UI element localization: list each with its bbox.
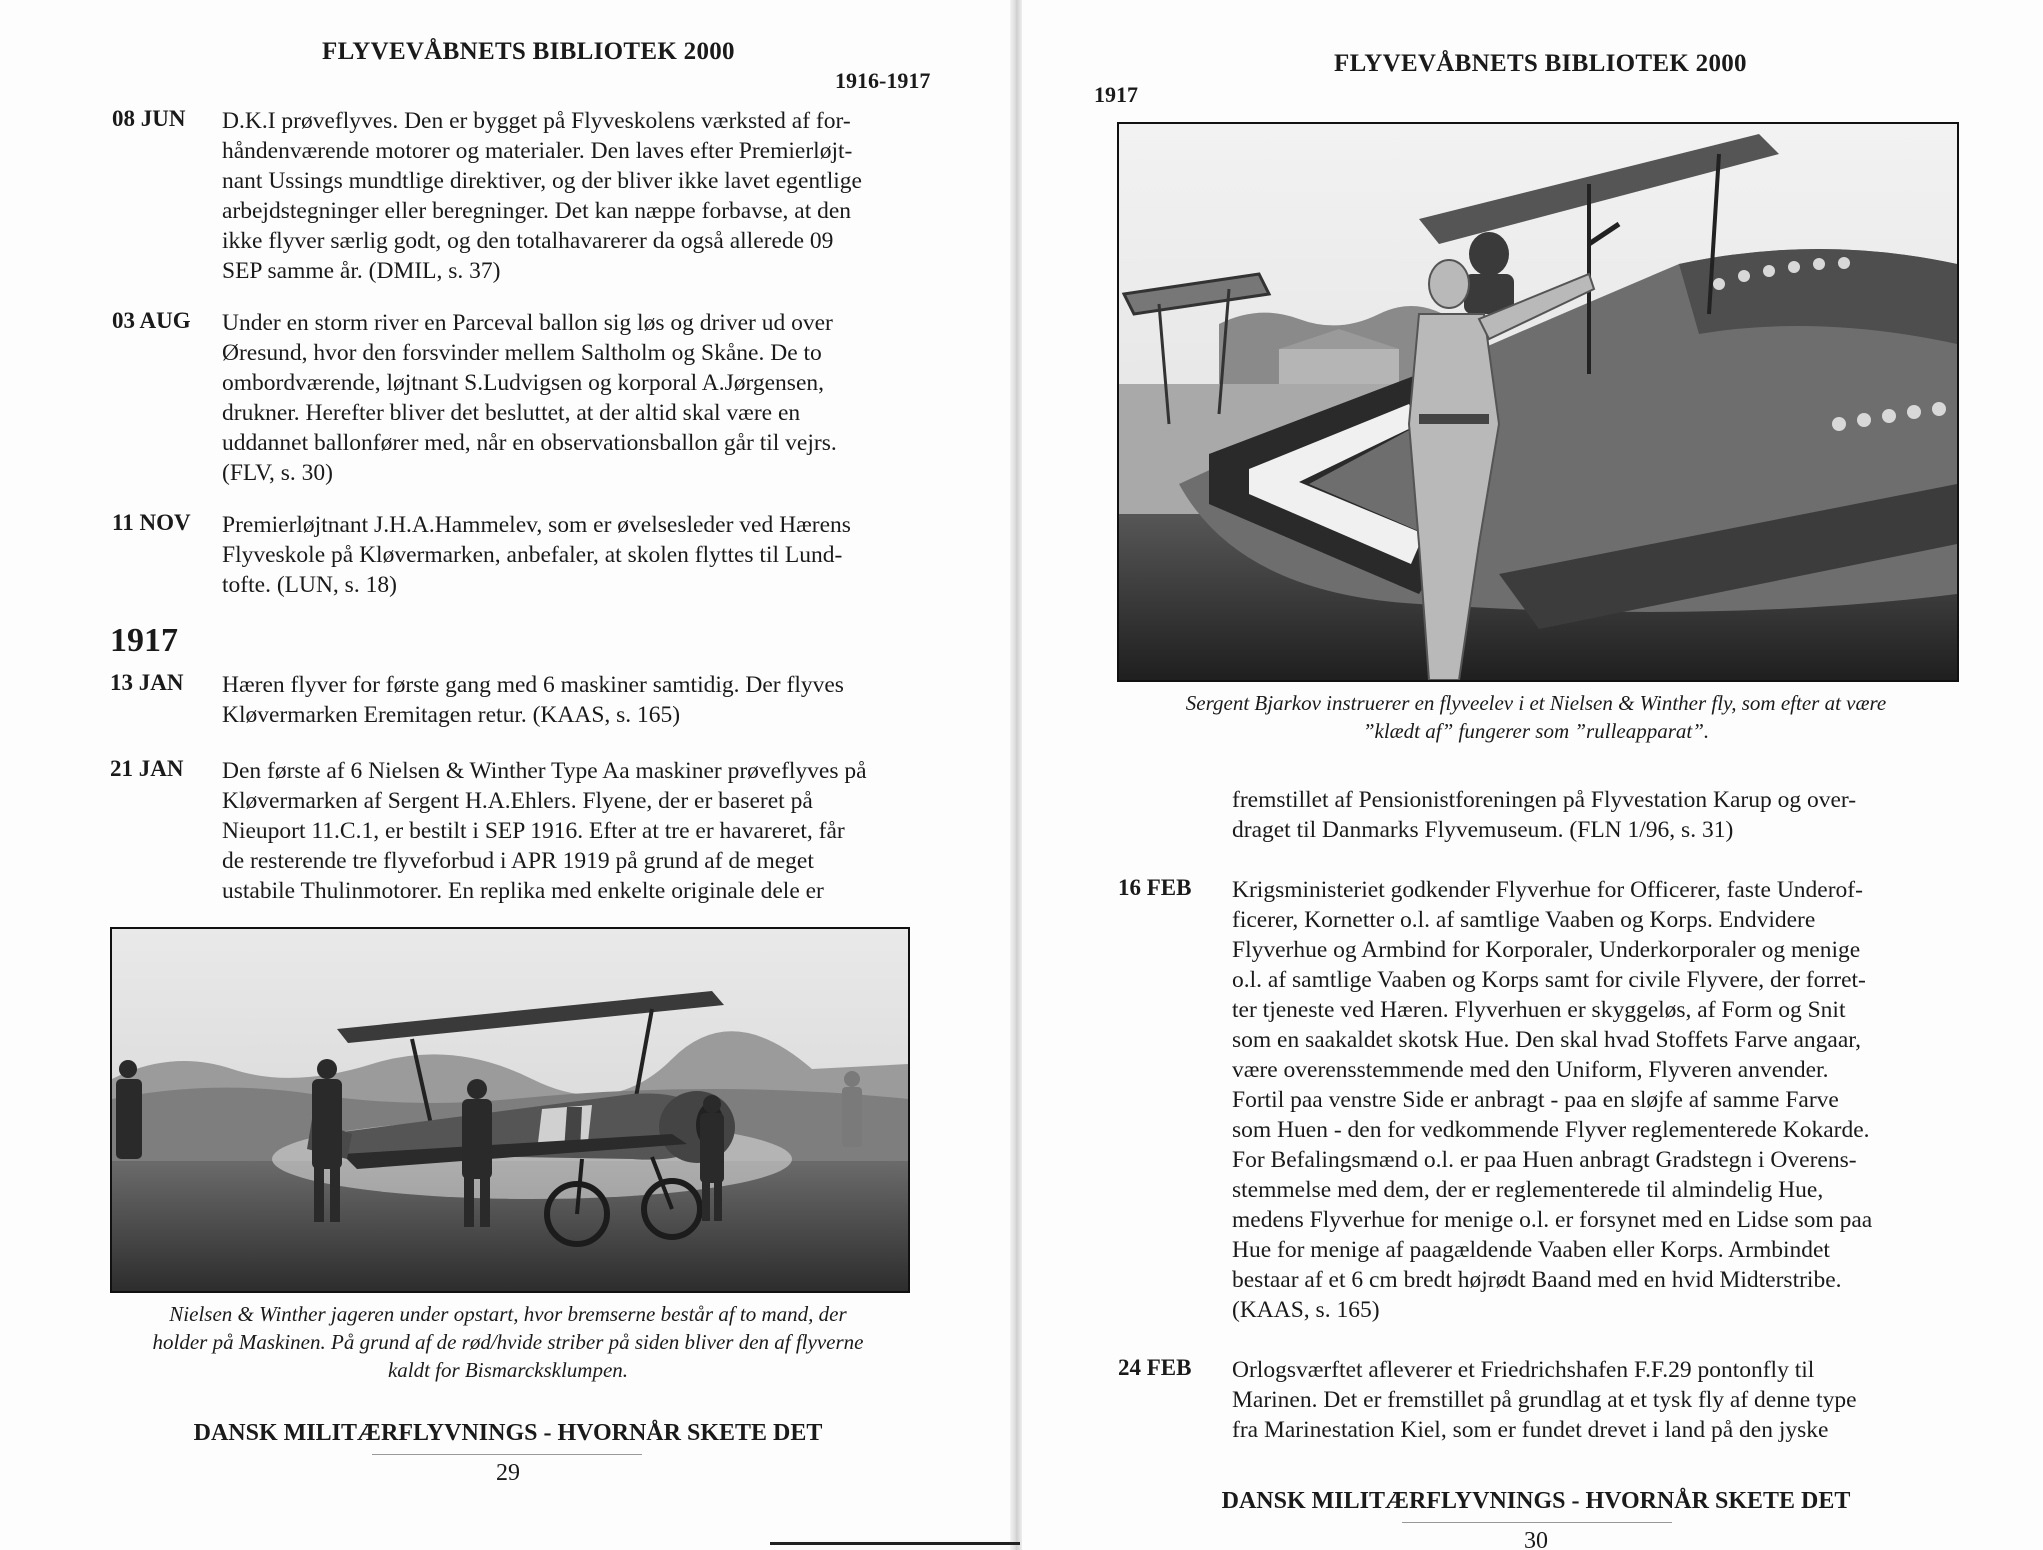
text-line: ikke flyver særlig godt, og den totalhavarerer da også allerede 09 [222, 228, 834, 254]
text-line: arbejdstegninger eller beregninger. Det kan næppe forbavse, at den [222, 198, 852, 224]
left-year-range: 1916-1917 [835, 68, 931, 93]
right-photo-caption [1082, 689, 1990, 745]
right-page-header: FLYVEVÅBNETS BIBLIOTEK 2000 [1334, 50, 1747, 77]
right-page-footer: DANSK MILITÆRFLYVNINGS - HVORNÅR SKETE DET [1221, 1488, 1851, 1514]
caption-line: holder på Maskinen. På grund af de rød/hvide striber på siden bliver den af flyverne [152, 1330, 864, 1354]
text-line: nant Ussings mundtlige direktiver, og der bliver ikke lavet egentlige [222, 168, 862, 194]
text-line: ombordværende, løjtnant S.Ludvigsen og korporal A.Jørgensen, [222, 370, 825, 396]
text-line: håndenværende motorer og materialer. Den laves efter Premierløjt- [222, 138, 853, 164]
entry-text [222, 510, 1002, 600]
aircraft-photo-illustration [1119, 124, 1957, 680]
left-page-footer: DANSK MILITÆRFLYVNINGS - HVORNÅR SKETE DET [193, 1420, 823, 1446]
text-line: som Huen - den for vedkommende Flyver reglementerede Kokarde. [1232, 1117, 1870, 1143]
entry-date: 08 JUN [112, 106, 186, 131]
text-line: o.l. af samtlige Vaaben og Korps samt for civile Flyvere, der forret- [1232, 967, 1866, 993]
text-line: Marinen. Det er fremstillet på grundlag at et tysk fly af denne type [1232, 1387, 1857, 1413]
text-line: Den første af 6 Nielsen & Winther Type Aa maskiner prøveflyves på [222, 758, 867, 784]
text-line: Nieuport 11.C.1, er bestilt i SEP 1916. Efter at tre er havareret, får [222, 818, 845, 844]
text-line: bestaar af et 6 cm bredt højrødt Baand med en hvid Midterstribe. [1232, 1267, 1842, 1293]
text-line: Kløvermarken Eremitagen retur. (KAAS, s. 165) [222, 702, 681, 728]
right-page [1022, 0, 2043, 1550]
text-line: som en saakaldet skotsk Hue. Den skal hvad Stoffets Farve angaar, [1232, 1027, 1862, 1053]
text-line: (KAAS, s. 165) [1232, 1297, 1380, 1323]
right-footer-rule [1402, 1522, 1672, 1523]
entry-date: 24 FEB [1118, 1355, 1192, 1380]
text-line: D.K.I prøveflyves. Den er bygget på Flyveskolens værksted af for- [222, 108, 851, 134]
text-line: SEP samme år. (DMIL, s. 37) [222, 258, 501, 284]
left-page-header: FLYVEVÅBNETS BIBLIOTEK 2000 [322, 38, 735, 65]
year-heading-1917: 1917 [110, 622, 178, 659]
text-line: Hue for menige af paagældende Vaaben eller Korps. Armbindet [1232, 1237, 1830, 1263]
entry-date: 13 JAN [110, 670, 184, 695]
text-line: Hæren flyver for første gang med 6 maskiner samtidig. Der flyves [222, 672, 844, 698]
entry-date: 21 JAN [110, 756, 184, 781]
photo-nielsen-winther-fighter [110, 927, 910, 1293]
text-line: draget til Danmarks Flyvemuseum. (FLN 1/96, s. 31) [1232, 817, 1734, 843]
caption-line: Nielsen & Winther jageren under opstart, hvor bremserne består af to mand, der [169, 1302, 847, 1326]
text-line: (FLV, s. 30) [222, 460, 334, 486]
entry-date: 03 AUG [112, 308, 191, 333]
text-line: Orlogsværftet afleverer et Friedrichshafen F.F.29 pontonfly til [1232, 1357, 1815, 1383]
photo-sergent-bjarkov [1117, 122, 1959, 682]
entry-text [1232, 875, 2012, 1325]
text-line: Flyveskole på Kløvermarken, anbefaler, at skolen flyttes til Lund- [222, 542, 843, 568]
text-line: fra Marinestation Kiel, som er fundet drevet i land på den jyske [1232, 1417, 1829, 1443]
book-gutter [1010, 0, 1022, 1550]
text-line: For Befalingsmænd o.l. er paa Huen anbragt Gradstegn i Overens- [1232, 1147, 1857, 1173]
text-line: fremstillet af Pensionistforeningen på Flyvestation Karup og over- [1232, 787, 1857, 813]
caption-line: ”klædt af” fungerer som ”rulleapparat”. [1362, 719, 1710, 743]
continuation-text [1232, 785, 2002, 845]
text-line: Flyverhue og Armbind for Korporaler, Underkorporaler og menige [1232, 937, 1861, 963]
text-line: ustabile Thulinmotorer. En replika med enkelte originale dele er [222, 878, 824, 904]
text-line: Kløvermarken af Sergent H.A.Ehlers. Flyene, der er baseret på [222, 788, 813, 814]
left-page [0, 0, 1010, 1550]
text-line: ter tjeneste ved Hæren. Flyverhuen er skyggeløs, af Form og Snit [1232, 997, 1846, 1023]
caption-line: kaldt for Bismarcksklumpen. [387, 1358, 629, 1382]
text-line: Premierløjtnant J.H.A.Hammelev, som er øvelsesleder ved Hærens [222, 512, 851, 538]
text-line: de resterende tre flyveforbud i APR 1919 på grund af de meget [222, 848, 814, 874]
left-page-number: 29 [496, 1460, 520, 1486]
text-line: være overensstemmende med den Uniform, Flyveren anvender. [1232, 1057, 1829, 1083]
text-line: Øresund, hvor den forsvinder mellem Saltholm og Skåne. De to [222, 340, 822, 366]
entry-text [222, 106, 1002, 286]
entry-text [1232, 1355, 2012, 1445]
text-line: tofte. (LUN, s. 18) [222, 572, 397, 598]
text-line: medens Flyverhue for menige o.l. er forsynet med en Lidse som paa [1232, 1207, 1873, 1233]
text-line: stemmelse med dem, der er reglementerede til almindelig Hue, [1232, 1177, 1824, 1203]
entry-text [222, 308, 1002, 488]
right-year-tag: 1917 [1094, 82, 1138, 107]
entry-date: 11 NOV [112, 510, 191, 535]
entry-text [222, 670, 1002, 730]
caption-line: Sergent Bjarkov instruerer en flyveelev i et Nielsen & Winther fly, som efter at være [1185, 691, 1887, 715]
text-line: uddannet ballonfører med, når en observationsballon går til vejrs. [222, 430, 837, 456]
aircraft-photo-illustration [112, 929, 908, 1291]
text-line: Krigsministeriet godkender Flyverhue for Officerer, faste Underof- [1232, 877, 1863, 903]
text-line: Fortil paa venstre Side er anbragt - paa en sløjfe af samme Farve [1232, 1087, 1839, 1113]
left-footer-rule [372, 1454, 642, 1455]
entry-date: 16 FEB [1118, 875, 1192, 900]
right-page-number: 30 [1524, 1528, 1548, 1550]
text-line: Under en storm river en Parceval ballon sig løs og driver ud over [222, 310, 833, 336]
left-photo-caption [110, 1300, 906, 1384]
text-line: ficerer, Kornetter o.l. af samtlige Vaaben og Korps. Endvidere [1232, 907, 1816, 933]
scan-bottom-edge [770, 1542, 1020, 1545]
entry-text [222, 756, 1002, 906]
text-line: drukner. Herefter bliver det besluttet, at der altid skal være en [222, 400, 801, 426]
